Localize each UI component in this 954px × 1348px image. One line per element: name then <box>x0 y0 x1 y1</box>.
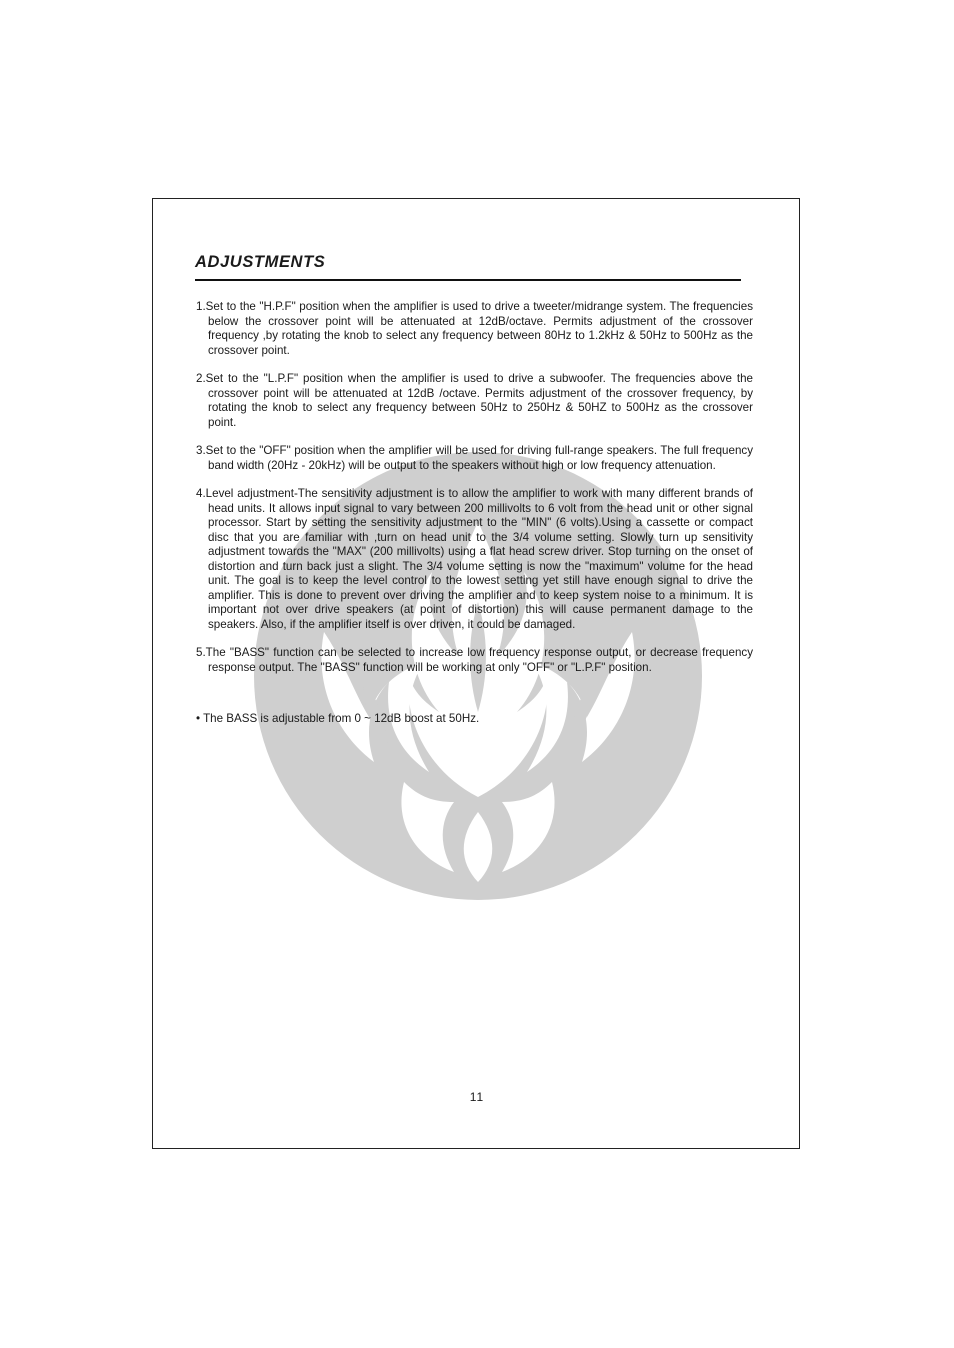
page-number: 11 <box>469 1090 485 1104</box>
list-item-bass: 5.The "BASS" function can be selected to increase low frequency response output, or decrease frequency response output. The "BASS" function will be working at only "OFF" or "L.P.F" position. <box>196 646 753 674</box>
list-item-lpf: 2.Set to the "L.P.F" position when the amplifier is used to drive a subwoofer. The frequencies above the crossover point will be attenuated at 12dB /octave. Permits adjustment of the crossover frequency, by rotating the knob to select any frequency between 50Hz to 250Hz & 50HZ to 500Hz as the crossover point. <box>196 372 753 429</box>
list-item-hpf: 1.Set to the "H.P.F" position when the amplifier is used to drive a tweeter/midrange system. The frequencies below the crossover point will be attenuated at 12dB/octave. Permits adjustment of the crossover frequency ,by rotating the knob to select any frequency between 80Hz to 1.2kHz & 50Hz to 500Hz as the crossover point. <box>196 300 753 357</box>
section-title: ADJUSTMENTS <box>195 253 326 271</box>
bass-note: • The BASS is adjustable from 0 ~ 12dB boost at 50Hz. <box>196 712 480 725</box>
list-item-level-adjustment: 4.Level adjustment-The sensitivity adjustment is to allow the amplifier to work with many different brands of head units. It allows input signal to vary between 200 millivolts to 6 volt from the head unit or other signal processor. Start by setting the sensitivity adjustment to the "MIN" (6 volts).Using a cassette or compact disc that you are familiar with ,turn on head unit to the 3/4 volume setting. Slowly turn up sensitivity adjustment towards the "MAX" (200 millivolts) using a flat head screw driver. Stop turning on the onset of distortion and turn back just a slight. The 3/4 volume setting is now the "maximum" volume for the head unit. The goal is to keep the level control to the lowest setting yet still have enough signal to drive the amplifier. This is done to prevent over driving the amplifier and to keep system noise to a minimum. It is important not over drive speakers (at point of distortion) this will cause permanent damage to the speakers. Also, if the amplifier itself is over driven, it could be damaged. <box>196 487 753 631</box>
title-underline <box>195 279 741 281</box>
adjustments-body <box>196 300 753 727</box>
list-item-off: 3.Set to the "OFF" position when the amplifier will be used for driving full-range speakers. The full frequency band width (20Hz - 20kHz) will be output to the speakers without high or low frequency attenuation. <box>196 444 753 472</box>
